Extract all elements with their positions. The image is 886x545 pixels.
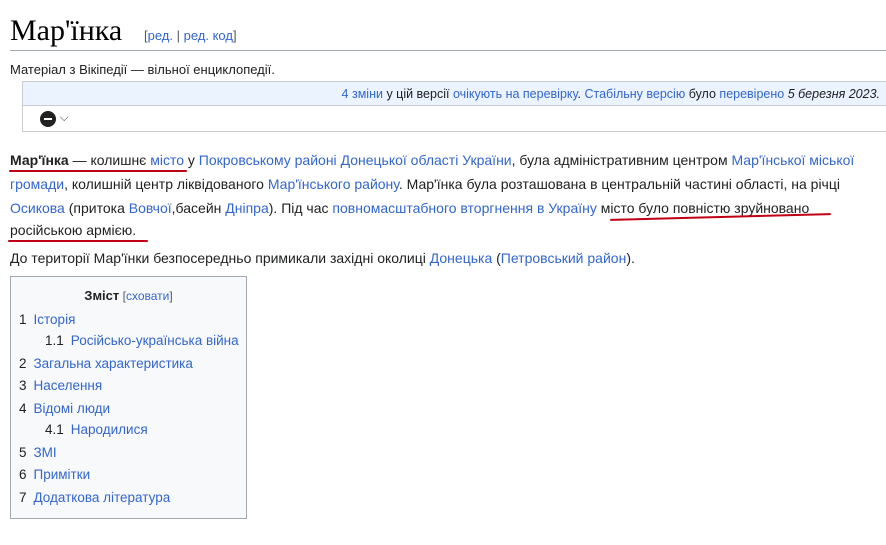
toc-number: 1: [19, 312, 27, 327]
toc-link[interactable]: Російсько-українська війна: [70, 333, 239, 348]
toc-item-notable-people[interactable]: [19, 401, 110, 416]
pending-changes-link[interactable]: 4 зміни: [341, 87, 383, 101]
toc-number: 2: [19, 356, 27, 371]
toc-item-further-reading[interactable]: [19, 490, 170, 505]
edit-links: [144, 28, 237, 43]
toc-link[interactable]: Історія: [33, 312, 76, 327]
link-pokrovskyi-rayon[interactable]: Покровському районі: [198, 152, 337, 168]
intro-line-4: [10, 218, 136, 242]
text-span: (: [492, 250, 501, 266]
toc-link[interactable]: Загальна характеристика: [33, 356, 193, 371]
toc-number: 4: [19, 401, 27, 416]
title-row: [10, 12, 886, 51]
toc-number: 3: [19, 378, 27, 393]
toc-title: Зміст: [84, 288, 120, 303]
review-text-part: було: [685, 87, 720, 101]
toc-item-history[interactable]: [19, 312, 75, 327]
text-span: ). Під час: [268, 200, 333, 216]
review-notice: [22, 81, 886, 106]
text-span: , колишній центр ліквідованого: [64, 176, 268, 192]
table-of-contents: [10, 276, 247, 519]
text-span: у: [184, 152, 199, 168]
toc-bracket: ]: [169, 289, 173, 303]
review-text: [342, 87, 880, 101]
review-toolbar: [22, 106, 886, 132]
review-date: 5 березня 2023.: [784, 87, 880, 101]
text-span: ).: [626, 250, 635, 266]
link-petrovskyi-rayon[interactable]: Петровський район: [500, 250, 627, 266]
toc-link[interactable]: Додаткова література: [33, 490, 171, 505]
toc-link[interactable]: Примітки: [33, 467, 91, 482]
toc-link[interactable]: Відомі люди: [33, 401, 111, 416]
link-marinka-rayon[interactable]: Мар'їнського району: [267, 176, 399, 192]
toc-header: [11, 288, 246, 303]
bracket-close: ]: [232, 28, 237, 43]
checked-link[interactable]: перевірено: [719, 87, 785, 101]
text-span: — колишнє: [68, 152, 151, 168]
review-text-part: у цій версії: [382, 87, 453, 101]
page-title: Мар'їнка: [10, 14, 123, 47]
text-span: місто було повністю зруйновано: [596, 200, 810, 216]
link-misto[interactable]: місто: [150, 152, 184, 168]
toc-item-notes[interactable]: [19, 467, 90, 482]
toc-link[interactable]: Народилися: [70, 422, 148, 437]
review-text-part: .: [577, 87, 585, 101]
link-ukraine[interactable]: України: [462, 152, 512, 168]
link-vovcha[interactable]: Вовчої: [128, 200, 172, 216]
text-span: , була адміністративним центром: [511, 152, 732, 168]
text-span: . Мар'їнка була розташована в центральній частині області, на річці: [398, 176, 840, 192]
paragraph-2: [10, 246, 635, 270]
pending-review-link[interactable]: очікують на перевірку: [452, 87, 578, 101]
toc-number: 4.1: [45, 422, 64, 437]
toc-item-war[interactable]: [45, 333, 239, 348]
red-underline-mark: [8, 240, 148, 242]
toc-number: 6: [19, 467, 27, 482]
toc-link[interactable]: ЗМІ: [33, 445, 57, 460]
toc-number: 5: [19, 445, 27, 460]
text-span: До території Мар'їнки безпосередньо примикали західні околиці: [10, 250, 430, 266]
intro-line-1: [10, 148, 854, 172]
link-dnipro[interactable]: Дніпра: [225, 200, 269, 216]
text-span: (притока: [64, 200, 129, 216]
edit-separator: |: [173, 28, 184, 43]
link-donetsk-oblast[interactable]: Донецької області: [340, 152, 459, 168]
red-underline-mark: [9, 170, 187, 172]
stable-version-link[interactable]: Стабільну версію: [584, 87, 686, 101]
bracket-open: [: [144, 28, 148, 43]
text-span: російською армією.: [10, 222, 137, 238]
site-subtitle: Матеріал з Вікіпедії — вільної енциклопедії.: [10, 62, 275, 77]
toc-link[interactable]: Населення: [33, 378, 103, 393]
minus-circle-icon[interactable]: [40, 111, 56, 127]
link-marinka-hromada[interactable]: Мар'їнської міської: [731, 152, 855, 168]
toc-item-media[interactable]: [19, 445, 57, 460]
link-marinka-hromada-cont[interactable]: громади: [10, 176, 65, 192]
toc-item-born[interactable]: [45, 422, 148, 437]
intro-line-2: [10, 172, 840, 196]
toc-number: 1.1: [45, 333, 64, 348]
toc-number: 7: [19, 490, 27, 505]
link-full-scale-invasion[interactable]: повномасштабного вторгнення в Україну: [332, 200, 597, 216]
text-span: ,басейн: [171, 200, 226, 216]
article-subject: Мар'їнка: [10, 152, 69, 168]
edit-link[interactable]: ред.: [147, 28, 173, 43]
link-donetsk[interactable]: Донецька: [429, 250, 493, 266]
toc-item-overview[interactable]: [19, 356, 193, 371]
toc-bracket: [: [119, 289, 126, 303]
link-osykova[interactable]: Осикова: [10, 200, 65, 216]
toc-hide-link[interactable]: сховати: [125, 289, 170, 303]
toc-item-population[interactable]: [19, 378, 102, 393]
edit-code-link[interactable]: ред. код: [183, 28, 233, 43]
chevron-down-icon[interactable]: ⌵: [60, 112, 69, 124]
